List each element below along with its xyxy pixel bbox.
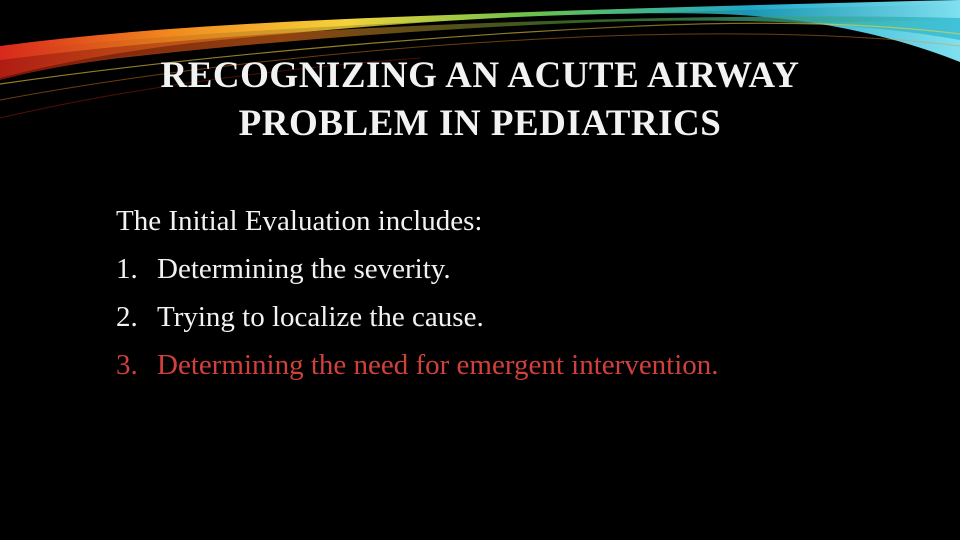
list-item-text: Determining the severity.	[157, 253, 451, 285]
list-item-number: 2.	[116, 301, 138, 333]
slide-title	[40, 52, 920, 148]
intro-text: The Initial Evaluation includes:	[116, 205, 483, 237]
list-item-severity	[116, 245, 916, 293]
list-item-number: 3.	[116, 349, 138, 381]
evaluation-list	[116, 245, 916, 389]
list-item-localize-cause	[116, 293, 916, 341]
slide-title-line-1: RECOGNIZING AN ACUTE AIRWAY	[160, 55, 800, 96]
slide-body	[116, 197, 916, 389]
list-item-number: 1.	[116, 253, 138, 285]
list-item-emergent-intervention	[116, 341, 916, 389]
slide-title-line-2: PROBLEM IN PEDIATRICS	[238, 103, 722, 144]
list-item-text: Trying to localize the cause.	[157, 301, 484, 333]
list-item-text: Determining the need for emergent intervention.	[157, 349, 719, 381]
